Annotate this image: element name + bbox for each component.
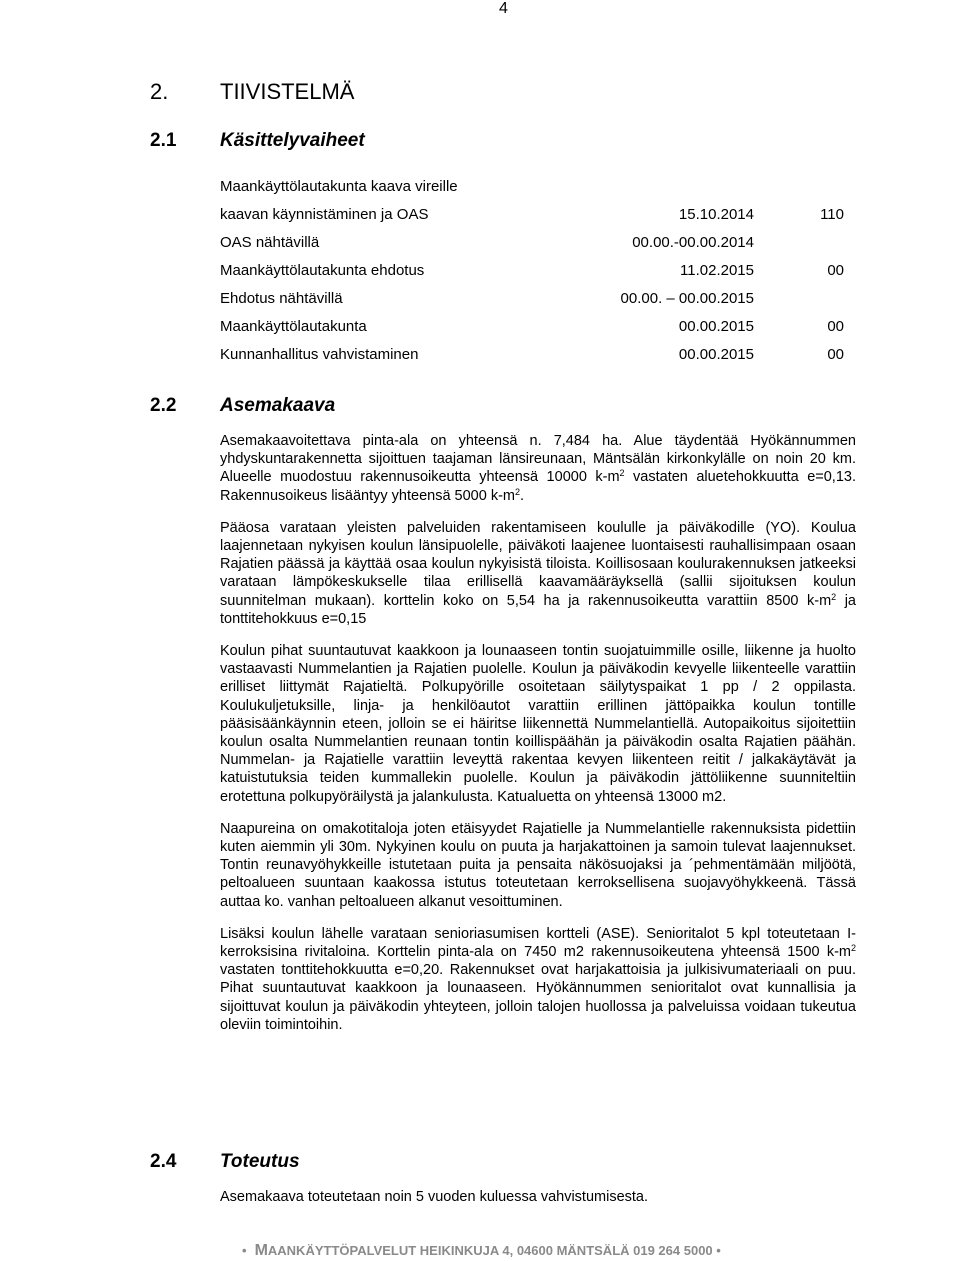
section-number: 2.1: [150, 130, 177, 151]
step-label: Maankäyttölautakunta ehdotus: [220, 262, 425, 279]
section-title: Käsittelyvaiheet: [220, 130, 365, 151]
step-row: [220, 346, 860, 374]
superscript: 2: [619, 468, 625, 479]
section-2-2-body: [220, 432, 856, 1034]
step-date: 15.10.2014: [678, 206, 754, 223]
step-label: kaavan käynnistäminen ja OAS: [220, 206, 429, 223]
section-number: 2.4: [150, 1151, 177, 1172]
text-run: Pääosa varataan yleisten palveluiden rakentamiseen koululle ja päiväkodille (YO). Koulua laajennetaan nykyisen koulun länsipuolelle, päiväkoti laajenee luontaisesti rauhallisimpaan osaan Rajatien päässä ja käyttää osaa koulun nykyisistä tiloista. Koillisosaan koulurakennuksen jatkeeksi varataan lämpökeskukselle tilaa erillisellä kaavamääräyksellä (sallii sijoituksen koulun suunnitelman mukaan). korttelin koko on 5,54 ha ja rakennusoikeutta varattiin 8500 k-m: [220, 519, 856, 609]
section-number: 2.2: [150, 395, 177, 416]
section-2-2-heading: [150, 395, 335, 417]
step-row: [220, 318, 860, 346]
paragraph-neighbours: Naapureina on omakotitaloja joten etäisyydet Rajatielle ja Nummelantielle rakennuksista pidettiin kuten aiemmin yli 30m. Nykyinen koulu on puuta ja harjakattoinen ja samoin tulevat laajennukset. Tontin reunavyöhykkeille istutetaan puita ja pensaita näkösuojaksi ja ´pehmentämään miljöötä, peltoalueen suuntaan kaakossa istutus toteutetaan kerroksellisena suojavyöhykkeenä. Tässä auttaa ko. vanhan peltoalueen alkanut vesoittuminen.: [220, 820, 856, 910]
step-code: 110: [820, 206, 844, 223]
footer-text: AANKÄYTTÖPALVELUT HEIKINKUJA 4, 04600 MÄNTSÄLÄ 019 264 5000 •: [267, 1243, 721, 1258]
step-date: 00.00.2015: [678, 318, 754, 335]
section-2-4-heading: [150, 1151, 300, 1173]
text-run: Asemakaavoitettava pinta-ala on yhteensä n. 7,484 ha. Alue täydentää Hyökännummen yhdyskuntarakennetta sijoittuen taajaman länsireunaan, Mäntsälän kirkonkylälle on noin 20 km. Alueelle muodostuu rakennusoikeutta yhteensä 10000 k-m: [220, 433, 856, 486]
superscript: 2: [850, 943, 856, 954]
paragraph-senior-housing: [220, 925, 856, 1034]
section-title: TIIVISTELMÄ: [220, 79, 355, 104]
step-label: Kunnanhallitus vahvistaminen: [220, 346, 419, 363]
section-title: Toteutus: [220, 1151, 300, 1172]
step-label: Maankäyttölautakunta: [220, 318, 367, 335]
section-title: Asemakaava: [220, 395, 336, 416]
processing-steps-list: [220, 178, 860, 374]
step-row: [220, 290, 860, 318]
step-label: Ehdotus nähtävillä: [220, 290, 343, 307]
step-row: [220, 234, 860, 262]
text-run: .: [520, 487, 525, 504]
section-2-1-heading: [150, 130, 365, 152]
footer-initial: M: [254, 1242, 268, 1259]
section-number: 2.: [150, 79, 169, 104]
paragraph-implementation: Asemakaava toteutetaan noin 5 vuoden kuluessa vahvistumisesta.: [220, 1189, 649, 1205]
text-run: vastaten aluetehokkuutta e=0,13. Rakennusoikeus lisääntyy yhteensä 5000 k-m: [220, 469, 856, 504]
step-row: [220, 178, 860, 206]
step-date: 00.00. – 00.00.2015: [620, 290, 754, 307]
footer-bullet: •: [242, 1243, 247, 1258]
step-date: 11.02.2015: [680, 262, 754, 279]
text-run: ja tonttitehokkuus e=0,15: [220, 592, 856, 627]
section-2-heading: [150, 80, 354, 104]
step-date: 00.00.2015: [678, 346, 754, 363]
paragraph-area-summary: [220, 432, 856, 505]
step-code: 00: [827, 262, 844, 279]
paragraph-traffic: Koulun pihat suuntautuvat kaakkoon ja lounaaseen tontin suojatuimmille osille, liikenne ja huolto vastaavasti Nummelantien ja Rajatien puolelle. Koulun ja päiväkodin kevyelle liikenteelle varattiin erilliset liittymät Rajatieltä. Polkupyörille osoitetaan säilytyspaikat 1 pp / 2 oppilasta. Koulukuljetuksille, linja- ja henkilöautot varattiin erillinen jättöpaikka koulun tontille pääsisäänkäynnin eteen, jolloin se ei häiritse liikennettä Nummelantiellä. Autopaikoitus sijoitettiin koulun osalta Nummelantien reunaan tontin koillispäähän ja päiväkodin osalta Rajatien päähän. Nummelan- ja Rajatielle varattiin leveyttä rakentaa kevyen liikenteen reitit / jalkakäytävät ja katuistutuksia teiden kummallekin puolelle. Koulun ja päiväkodin jättöliikenne suunniteltiin erotettuna polkupyöräilystä ja jalankulusta. Katualuetta on yhteensä 13000 m2.: [220, 643, 856, 805]
page-number: 4: [499, 0, 508, 17]
superscript: 2: [831, 591, 837, 602]
paragraph-school-block: [220, 519, 856, 628]
step-row: [220, 206, 860, 234]
step-code: 00: [827, 318, 844, 335]
superscript: 2: [515, 486, 521, 497]
step-row: [220, 262, 860, 290]
step-label: OAS nähtävillä: [220, 234, 320, 251]
step-date: 00.00.-00.00.2014: [632, 234, 754, 251]
step-code: 00: [827, 346, 844, 363]
text-run: Lisäksi koulun lähelle varataan senioriasumisen kortteli (ASE). Senioritalot 5 kpl toteutetaan I-kerroksisina rivitaloina. Korttelin pinta-ala on 7450 m2 rakennusoikeutena yhteensä 1500 k-m: [220, 925, 856, 961]
page-footer: [242, 1242, 721, 1260]
step-label: Maankäyttölautakunta kaava vireille: [220, 178, 458, 195]
text-run: vastaten tonttitehokkuutta e=0,20. Rakennukset ovat harjakattoisia ja julkisivumateriaali on puu. Pihat suuntautuvat kaakkoon ja lounaaseen. Hyökännummen senioritalot ovat kunnallisia ja sijoittuvat koulun ja päiväkodin yhteyteen, jolloin talojen huollossa ja palveluissa voidaan tukeutua oleviin toimintoihin.: [220, 962, 856, 1033]
section-2-4-body: [220, 1188, 856, 1206]
